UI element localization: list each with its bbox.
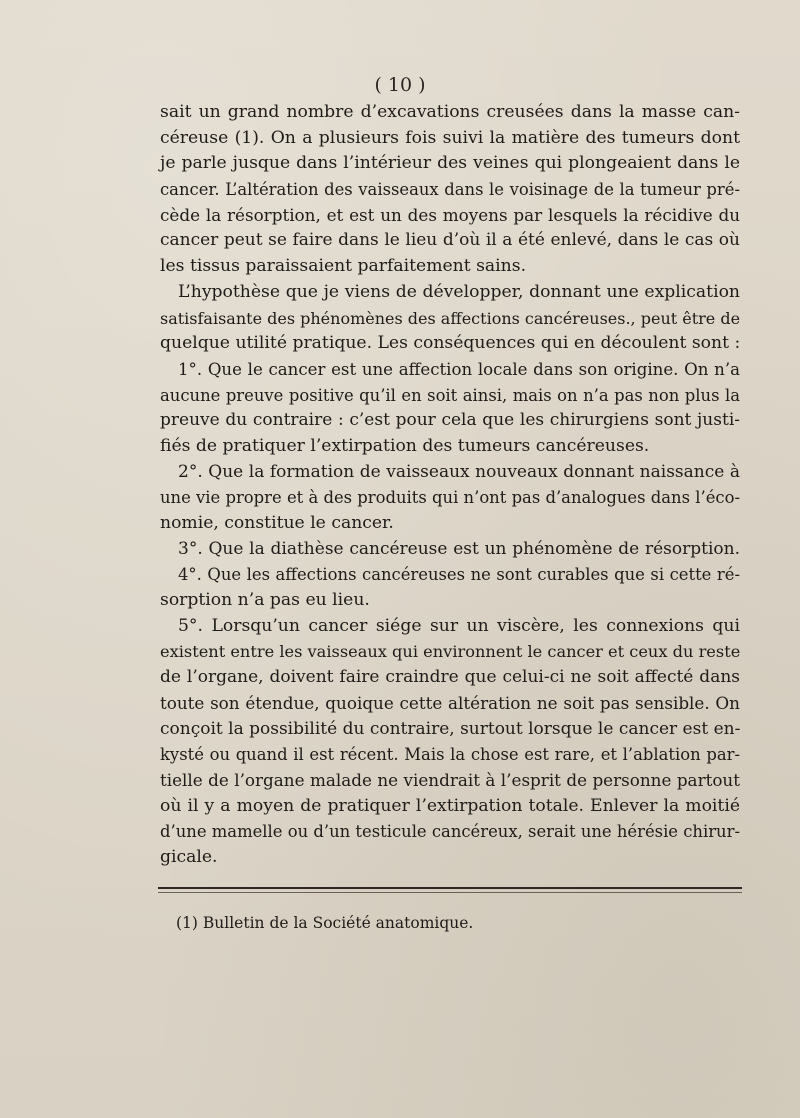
text-line: les tissus paraissaient parfaitement sains. (160, 256, 527, 277)
text-line: 4°. Que les affections cancéreuses ne sont curables que si cette ré- (178, 565, 740, 585)
text-line: cancer peut se faire dans le lieu d’où il a été enlevé, dans le cas où (160, 230, 740, 251)
text-line: preuve du contraire : c’est pour cela que les chirurgiens sont justi- (160, 410, 740, 431)
text-line: gicale. (160, 846, 218, 867)
text-line: cancer. L’altération des vaisseaux dans le voisinage de la tumeur pré- (160, 180, 740, 200)
text-line: aucune preuve positive qu’il en soit ainsi, mais on n’a pas non plus la (160, 385, 740, 405)
page-number: ( 10 ) (374, 74, 426, 96)
text-line: 2°. Que la formation de vaisseaux nouveaux donnant naissance à (178, 461, 740, 482)
text-line: de l’organe, doivent faire craindre que celui-ci ne soit affecté dans (160, 667, 740, 688)
text-line: je parle jusque dans l’intérieur des veines qui plongeaient dans le (160, 153, 740, 174)
footnote-rule-thin (158, 892, 742, 893)
text-line: toute son étendue, quoique cette altération ne soit pas sensible. On (160, 692, 740, 713)
text-line: 3°. Que la diathèse cancéreuse est un phénomène de résorption. (178, 538, 740, 559)
footnote: (1) Bulletin de la Société anatomique. (176, 914, 474, 932)
body-text (160, 100, 740, 871)
text-line: fiés de pratiquer l’extirpation des tumeurs cancéreuses. (160, 435, 650, 456)
text-line: d’une mamelle ou d’un testicule cancéreux, serait une hérésie chirur- (160, 822, 740, 842)
text-line: 5°. Lorsqu’un cancer siége sur un viscère, les connexions qui (178, 615, 740, 636)
footnote-rule (158, 887, 742, 889)
text-line: nomie, constitue le cancer. (160, 513, 394, 533)
text-line: conçoit la possibilité du contraire, surtout lorsque le cancer est en- (160, 718, 741, 739)
text-line: 1°. Que le cancer est une affection locale dans son origine. On n’a (178, 359, 740, 379)
text-line: kysté ou quand il est récent. Mais la chose est rare, et l’ablation par- (160, 745, 740, 765)
text-line: où il y a moyen de pratiquer l’extirpation totale. Enlever la moitié (160, 795, 740, 816)
text-line: satisfaisante des phénomènes des affections cancéreuses., peut être de (160, 308, 741, 328)
text-line: sorption n’a pas eu lieu. (160, 590, 370, 611)
text-line: quelque utilité pratique. Les conséquences qui en découlent sont : (160, 333, 741, 354)
text-line: une vie propre et à des produits qui n’ont pas d’analogues dans l’éco- (160, 488, 740, 508)
text-line: tielle de l’organe malade ne viendrait à l’esprit de personne partout (160, 769, 740, 790)
text-line: cède la résorption, et est un des moyens par lesquels la récidive du (160, 204, 740, 225)
text-line: céreuse (1). On a plusieurs fois suivi la matière des tumeurs dont (160, 127, 740, 148)
text-line: L’hypothèse que je viens de développer, donnant une explication (178, 281, 740, 302)
text-line: sait un grand nombre d’excavations creusées dans la masse can- (160, 102, 740, 122)
text-line: existent entre les vaisseaux qui environnent le cancer et ceux du reste (160, 642, 741, 662)
